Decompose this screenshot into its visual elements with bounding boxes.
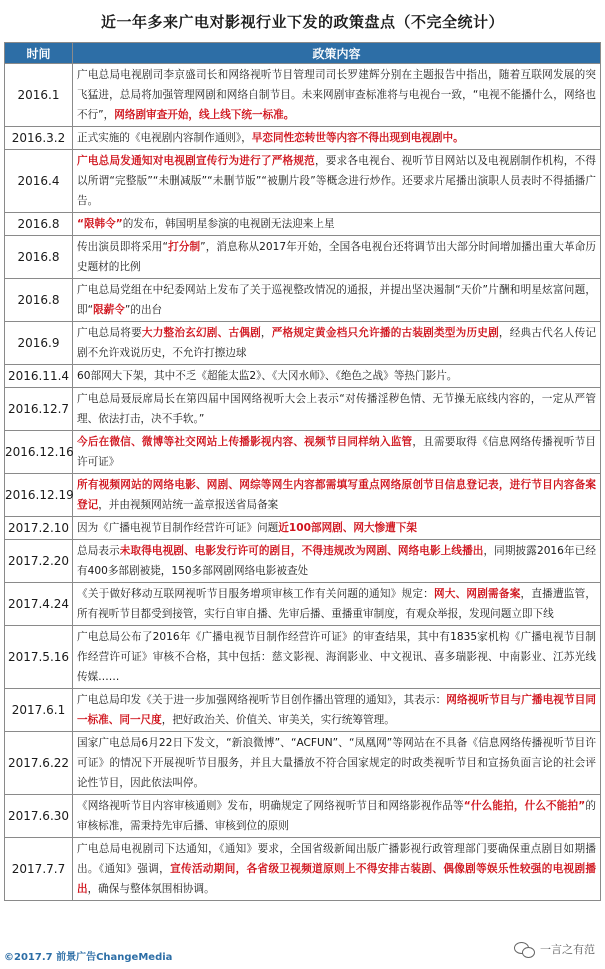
highlighted-text: “限韩令”: [77, 218, 123, 230]
row-date: 2016.11.4: [5, 365, 73, 388]
row-date: 2017.6.22: [5, 732, 73, 795]
body-text: ”，消息称从2017年开始，全国各电视台还将调节出大部分时间增加播出重大革命历史题材的比例: [77, 241, 596, 273]
row-date: 2017.2.10: [5, 517, 73, 540]
body-text: 的审核标准，需秉持先审后播、审核到位的原则: [77, 800, 597, 832]
body-text: ”的出台: [124, 304, 163, 316]
table-row: [5, 365, 601, 388]
wechat-icon: [514, 941, 536, 957]
body-text: ，并由视频网站统一盖章报送省局备案: [98, 499, 279, 511]
body-text: 正式实施的《电视剧内容制作通则》，: [77, 132, 252, 144]
row-content: [73, 540, 601, 583]
table-row: [5, 732, 601, 795]
row-date: 2016.4: [5, 150, 73, 213]
body-text: ，经典古代名人传记剧不允许戏说历史，不允许打擦边球: [77, 327, 597, 359]
highlighted-text: 宣传活动期间，各省级卫视频道原则上不得安排古装剧、偶像剧等娱乐性较强的电视剧播出: [77, 863, 597, 895]
copyright-text: ©2017.7 前景广告ChangeMedia: [4, 952, 173, 963]
highlighted-text: 大力整治玄幻剧、古偶剧: [141, 327, 261, 339]
table-row: [5, 64, 601, 127]
row-content: [73, 365, 601, 388]
row-date: 2016.1: [5, 64, 73, 127]
row-content: [73, 127, 601, 150]
body-text: ，确保与整体氛围相协调。: [87, 883, 215, 895]
highlighted-text: 限薪令: [93, 304, 125, 316]
table-row: [5, 583, 601, 626]
row-content: [73, 64, 601, 127]
row-date: 2016.12.19: [5, 474, 73, 517]
table-row: [5, 279, 601, 322]
table-body: [5, 64, 601, 901]
row-content: [73, 474, 601, 517]
body-text: 总局表示: [77, 545, 120, 557]
body-text: ，: [260, 327, 272, 339]
body-text: 广电总局党组在中纪委网站上发布了关于巡视整改情况的通报，并提出坚决遏制“天价”片酬和明星炫富问题，即“: [77, 284, 596, 316]
table-row: [5, 150, 601, 213]
table-row: [5, 388, 601, 431]
header-date: 时间: [5, 43, 73, 64]
body-text: 广电总局将要: [77, 327, 142, 339]
row-date: 2016.12.7: [5, 388, 73, 431]
body-text: 广电总局公布了2016年《广播电视节目制作经营许可证》的审查结果，其中有1835家机构《广播电视节目制作经营许可证》审核不合格，其中包括：慈文影视、海润影业、中文视讯、喜多瑞影视、中南影业、江苏光线传媒……: [77, 631, 596, 683]
policy-table: [4, 42, 601, 901]
body-text: ，且需要取得《信息网络传播视听节目许可证》: [77, 436, 597, 468]
row-content: [73, 322, 601, 365]
row-content: [73, 626, 601, 689]
table-row: [5, 689, 601, 732]
body-text: 广电总局聂辰席局长在第四届中国网络视听大会上表示“对传播淫秽色情、无节操无底线内容的，一定从严管理、依法打击，决不手软。”: [77, 393, 596, 425]
body-text: 《关于做好移动互联网视听节目服务增项审核工作有关问题的通知》规定：: [77, 588, 434, 600]
row-date: 2016.9: [5, 322, 73, 365]
row-content: [73, 689, 601, 732]
table-row: [5, 540, 601, 583]
highlighted-text: 早恋同性恋转世等内容不得出现到电视剧中。: [251, 132, 464, 144]
body-text: 广电总局电视剧司李京盛司长和网络视听节目管理司司长罗建辉分别在主题报告中指出，随着互联网发展的突飞猛进，总局将加强管理网剧和网络自制节目。未来网剧审查标准将与电视台一致，“电视不能播什么，网络也不行”，: [77, 69, 596, 121]
header-content: 政策内容: [73, 43, 601, 64]
body-text: ，要求各电视台、视听节目网站以及电视剧制作机构，不得以所谓“完整版”“未删减版”“未删节版”“被删片段”等概念进行炒作。还要求片尾播出演职人员表时不得插播广告。: [77, 155, 597, 207]
highlighted-text: 今后在微信、微博等社交网站上传播影视内容、视频节目同样纳入监管: [77, 436, 413, 448]
row-content: [73, 732, 601, 795]
row-date: 2017.6.30: [5, 795, 73, 838]
row-content: [73, 795, 601, 838]
body-text: 的发布，韩国明星参演的电视剧无法迎来上星: [122, 218, 335, 230]
wechat-account: [514, 941, 595, 957]
table-row: [5, 474, 601, 517]
row-content: [73, 213, 601, 236]
body-text: 广电总局电视剧司下达通知，《通知》要求，全国省级新闻出版广播影视行政管理部门要确保重点剧目如期播出。《通知》强调，: [77, 843, 596, 875]
row-content: [73, 838, 601, 901]
table-row: [5, 517, 601, 540]
row-date: 2016.8: [5, 279, 73, 322]
body-text: 因为《广播电视节目制作经营许可证》问题: [77, 522, 279, 534]
table-row: [5, 795, 601, 838]
body-text: ，同期披露2016年已经有400多部剧被毙，150多部网剧网络电影被查处: [77, 545, 596, 577]
row-date: 2017.5.16: [5, 626, 73, 689]
row-content: [73, 517, 601, 540]
body-text: ，把好政治关、价值关、审美关，实行统筹管理。: [161, 714, 395, 726]
body-text: 国家广电总局6月22日下发文，“新浪微博”、“ACFUN”、“凤凰网”等网站在不具备《信息网络传播视听节目许可证》的情况下开展视听节目服务，并且大量播放不符合国家规定的时政类视听节目和宣扬负面言论的社会评论性节目，因此依法叫停。: [77, 737, 596, 789]
account-name: 一言之有范: [540, 943, 595, 956]
table-row: [5, 127, 601, 150]
table-row: [5, 213, 601, 236]
highlighted-text: “什么能拍，什么不能拍”: [463, 800, 586, 812]
row-date: 2017.2.20: [5, 540, 73, 583]
highlighted-text: 打分制: [167, 241, 201, 253]
body-text: ，直播遭监管，所有视听节目都受到接管，实行自审自播、先审后播、重播重审制度，有观众举报，发现问题立即下线: [77, 588, 597, 620]
row-date: 2017.7.7: [5, 838, 73, 901]
highlighted-text: 近100部网剧、网大惨遭下架: [278, 522, 417, 534]
highlighted-text: 网络视听节目与广播电视节目同一标准、同一尺度: [77, 694, 597, 726]
highlighted-text: 严格规定黄金档只允许播的古装剧类型为历史剧: [271, 327, 499, 339]
table-row: [5, 431, 601, 474]
highlighted-text: 未取得电视剧、电影发行许可的剧目，不得违规改为网剧、网络电影上线播出: [119, 545, 484, 557]
row-date: 2016.8: [5, 213, 73, 236]
row-date: 2016.8: [5, 236, 73, 279]
highlighted-text: 网络剧审查开始，线上线下统一标准。: [114, 109, 295, 121]
table-row: [5, 322, 601, 365]
body-text: 广电总局印发《关于进一步加强网络视听节目创作播出管理的通知》，其表示：: [77, 694, 447, 706]
row-content: [73, 431, 601, 474]
table-row: [5, 838, 601, 901]
row-content: [73, 583, 601, 626]
row-date: 2016.3.2: [5, 127, 73, 150]
page-title: 近一年多来广电对影视行业下发的政策盘点（不完全统计）: [100, 12, 504, 31]
table-row: [5, 236, 601, 279]
row-date: 2016.12.16: [5, 431, 73, 474]
policy-table-container: [4, 42, 600, 901]
table-row: [5, 626, 601, 689]
table-header-row: [5, 43, 601, 64]
highlighted-text: 所有视频网站的网络电影、网剧、网综等网生内容都需填写重点网络原创节目信息登记表，进行节目内容备案登记: [77, 479, 596, 511]
body-text: 《网络视听节目内容审核通则》发布，明确规定了网络视听节目和网络影视作品等: [77, 800, 464, 812]
row-content: [73, 236, 601, 279]
row-content: [73, 388, 601, 431]
row-content: [73, 279, 601, 322]
body-text: 60部网大下架，其中不乏《超能太监2》、《大冈水师》、《绝色之战》等热门影片。: [77, 370, 458, 382]
body-text: 传出演员即将采用“: [77, 241, 168, 253]
row-content: [73, 150, 601, 213]
row-date: 2017.4.24: [5, 583, 73, 626]
highlighted-text: 广电总局发通知对电视剧宣传行为进行了严格规范: [77, 155, 315, 167]
row-date: 2017.6.1: [5, 689, 73, 732]
highlighted-text: 网大、网剧需备案: [433, 588, 521, 600]
